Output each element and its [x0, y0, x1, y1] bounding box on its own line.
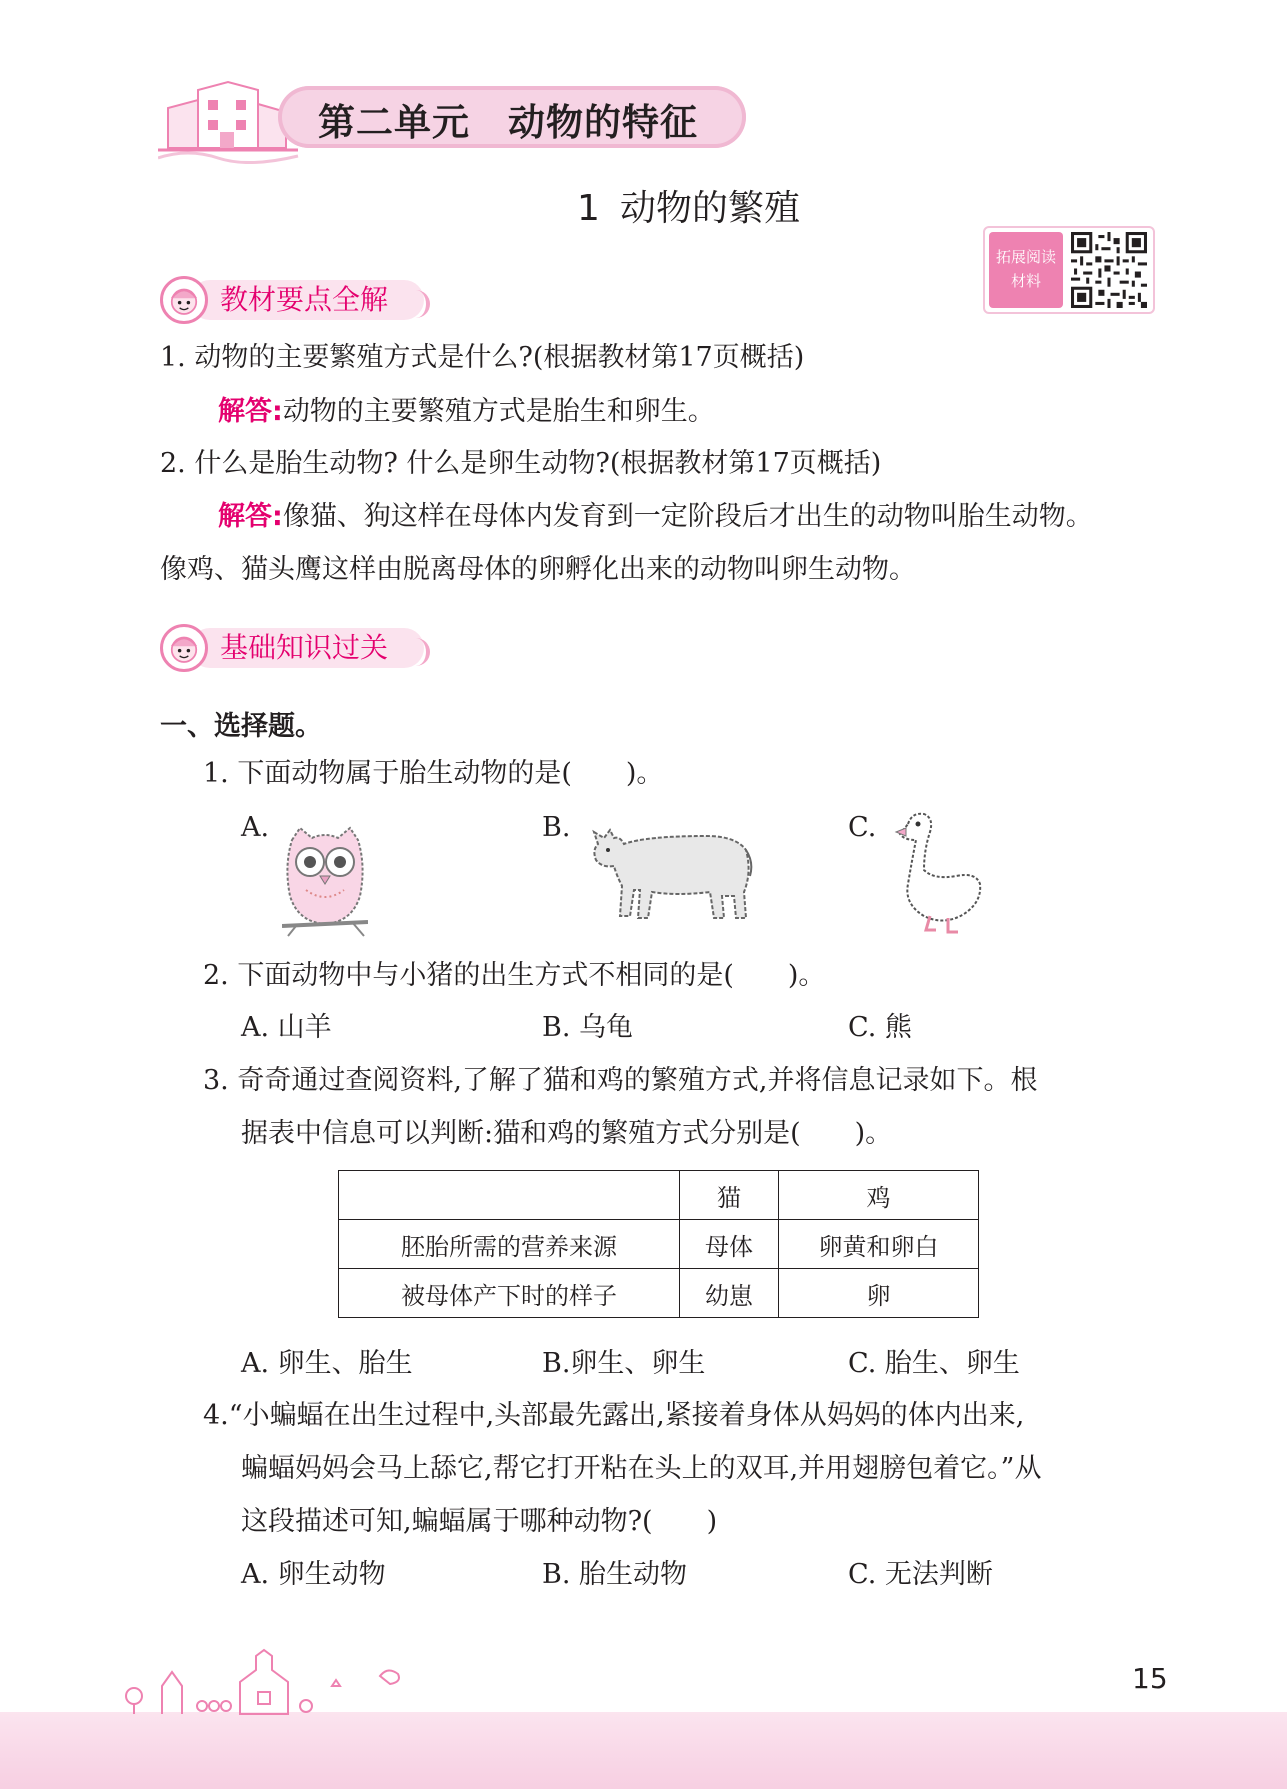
student-face-icon [160, 624, 208, 672]
section-title: 基础知识过关 [190, 628, 424, 668]
question-1: 1. 动物的主要繁殖方式是什么?(根据教材第17页概括) [160, 342, 805, 373]
option-b[interactable]: B. [542, 812, 571, 843]
page-number: 15 [1132, 1662, 1168, 1695]
town-decoration-icon [118, 1646, 418, 1716]
question-2: 2. 什么是胎生动物? 什么是卵生动物?(根据教材第17页概括) [160, 448, 882, 479]
info-table [338, 1170, 979, 1318]
answer-2-line2: 像鸡、猫头鹰这样由脱离母体的卵孵化出来的动物叫卵生动物。 [160, 554, 916, 585]
answer-label: 解答: [218, 501, 283, 532]
table-header-cell: 鸡 [779, 1171, 979, 1220]
answer-1 [218, 394, 715, 430]
option-c[interactable]: C. 胎生、卵生 [848, 1348, 1020, 1379]
option-a[interactable]: A. [241, 812, 270, 843]
choice-question-4-line3: 这段描述可知,蝙蝠属于哪种动物?( ) [241, 1506, 718, 1537]
goose-icon [894, 810, 984, 938]
section-header-key-points [160, 276, 460, 324]
unit-name: 动物的特征 [508, 101, 698, 144]
qr-label-line2: 材料 [1010, 272, 1041, 290]
table-cell: 卵 [779, 1269, 979, 1318]
option-a[interactable]: A. 卵生动物 [241, 1559, 386, 1590]
table-cell: 母体 [680, 1220, 779, 1269]
table-cell: 胚胎所需的营养来源 [339, 1220, 680, 1269]
option-c[interactable]: C. 无法判断 [848, 1559, 993, 1590]
unit-title [318, 92, 698, 146]
qr-label-line1: 拓展阅读 [995, 248, 1056, 266]
qr-code-icon [1071, 232, 1147, 308]
section-header-basic-knowledge [160, 624, 460, 672]
table-cell: 幼崽 [680, 1269, 779, 1318]
option-a[interactable]: A. 山羊 [241, 1012, 332, 1043]
section-title: 教材要点全解 [190, 280, 424, 320]
answer-text: 像猫、狗这样在母体内发育到一定阶段后才出生的动物叫胎生动物。 [282, 501, 1093, 532]
lesson-title [0, 180, 1287, 231]
unit-banner [158, 78, 758, 158]
option-a[interactable]: A. 卵生、胎生 [241, 1348, 413, 1379]
choice-question-4-line2: 蝙蝠妈妈会马上舔它,帮它打开粘在头上的双耳,并用翅膀包着它。”从 [241, 1453, 1042, 1484]
table-row [339, 1269, 979, 1318]
choice-question-2: 2. 下面动物中与小猪的出生方式不相同的是( )。 [203, 960, 826, 991]
answer-label: 解答: [218, 396, 283, 427]
part-heading-choice: 一、选择题。 [160, 711, 322, 742]
footer-band [0, 1712, 1287, 1789]
unit-label: 第二单元 [318, 101, 470, 144]
choice-question-1: 1. 下面动物属于胎生动物的是( )。 [203, 758, 664, 789]
qr-label [989, 232, 1063, 308]
table-cell: 被母体产下时的样子 [339, 1269, 680, 1318]
table-cell: 卵黄和卵白 [779, 1220, 979, 1269]
choice-question-4-line1: 4.“小蝙蝠在出生过程中,头部最先露出,紧接着身体从妈妈的体内出来, [203, 1400, 1025, 1431]
lesson-number: 1 [577, 188, 600, 229]
owl-icon [282, 826, 368, 938]
option-b[interactable]: B.卵生、卵生 [542, 1348, 706, 1379]
option-c[interactable]: C. 熊 [848, 1012, 912, 1043]
option-b[interactable]: B. 胎生动物 [542, 1559, 688, 1590]
choice-question-3-line2: 据表中信息可以判断:猫和鸡的繁殖方式分别是( )。 [241, 1118, 893, 1149]
cow-icon [586, 822, 754, 930]
answer-2-line1 [218, 499, 1093, 535]
option-b[interactable]: B. 乌龟 [542, 1012, 634, 1043]
table-row [339, 1220, 979, 1269]
student-face-icon [160, 276, 208, 324]
option-c[interactable]: C. [848, 812, 877, 843]
answer-text: 动物的主要繁殖方式是胎生和卵生。 [282, 396, 715, 427]
qr-extension-reading[interactable] [983, 226, 1155, 314]
table-header-cell [339, 1171, 680, 1220]
choice-question-3-line1: 3. 奇奇通过查阅资料,了解了猫和鸡的繁殖方式,并将信息记录如下。根 [203, 1065, 1038, 1096]
lesson-name: 动物的繁殖 [619, 188, 800, 229]
table-header-row [339, 1171, 979, 1220]
table-header-cell: 猫 [680, 1171, 779, 1220]
